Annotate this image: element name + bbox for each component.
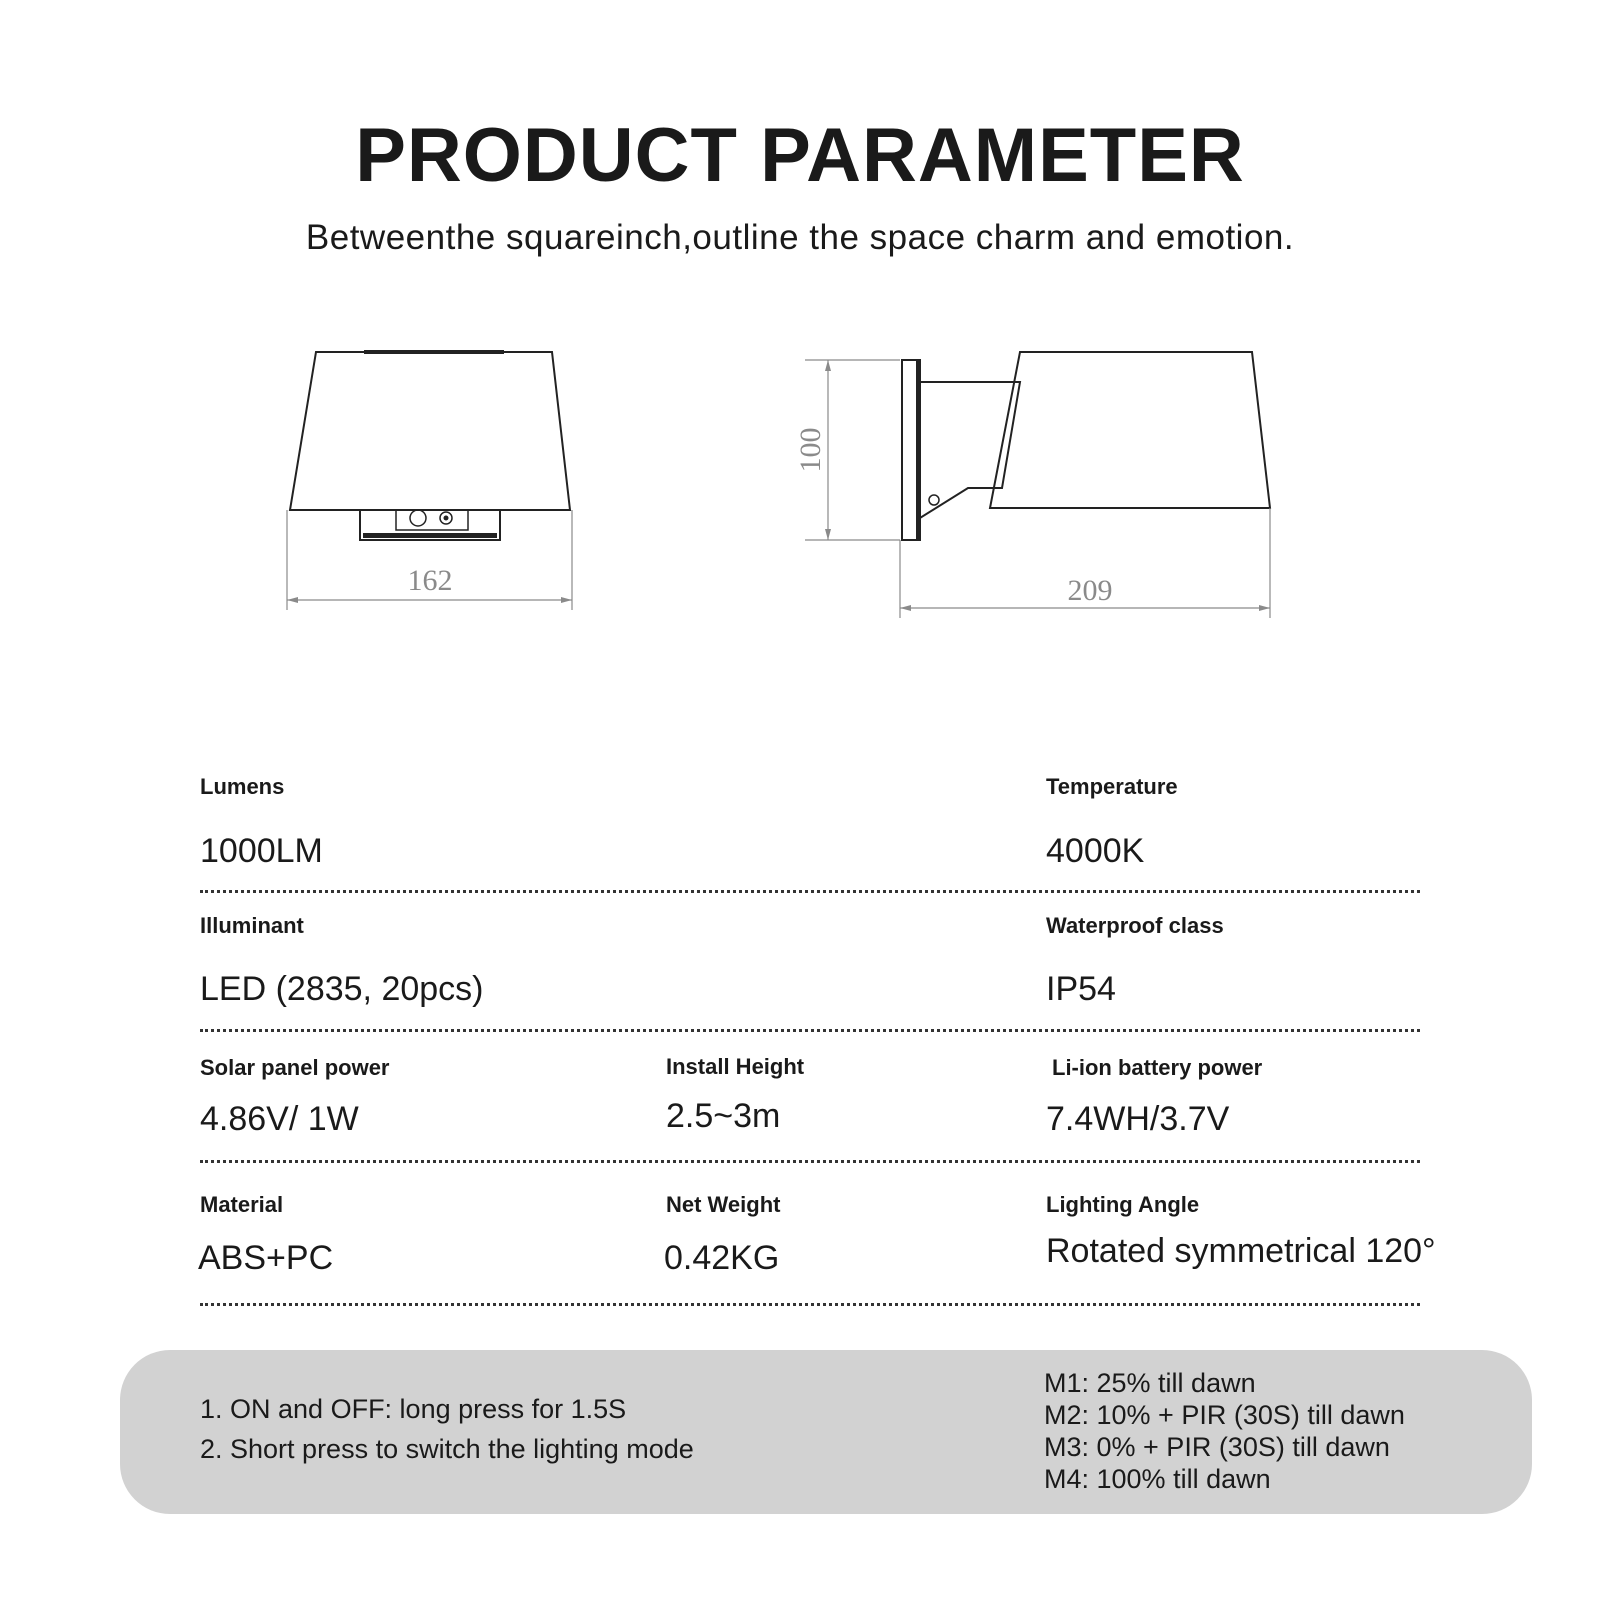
page-subtitle: Betweenthe squareinch,outline the space charm and emotion. — [305, 218, 1295, 257]
lighting-mode-item: M4: 100% till dawn — [1044, 1464, 1271, 1494]
material-value: ABS+PC — [198, 1239, 334, 1277]
front-view-drawing — [280, 350, 600, 630]
front-shade — [290, 352, 570, 510]
lumens-label: Lumens — [200, 774, 285, 799]
side-shade — [990, 352, 1270, 508]
solar-label: Solar panel power — [200, 1055, 390, 1080]
waterproof-label: Waterproof class — [1046, 913, 1224, 938]
lighting-angle-value: Rotated symmetrical 120° — [1046, 1232, 1436, 1270]
lighting-mode-item: M2: 10% + PIR (30S) till dawn — [1044, 1400, 1405, 1430]
temperature-label: Temperature — [1046, 774, 1178, 799]
instruction-step: 1. ON and OFF: long press for 1.5S — [200, 1394, 627, 1424]
divider-row-1 — [200, 890, 1420, 893]
instructions-panel — [120, 1350, 1532, 1514]
side-height-label: 100 — [794, 427, 827, 473]
install-height-value: 2.5~3m — [666, 1097, 781, 1135]
battery-value: 7.4WH/3.7V — [1046, 1100, 1230, 1138]
install-height-label: Install Height — [666, 1054, 805, 1079]
front-width-label: 162 — [407, 564, 453, 597]
divider-row-4 — [200, 1303, 1420, 1306]
front-button-icon — [410, 510, 426, 526]
lighting-mode-item: M1: 25% till dawn — [1044, 1368, 1256, 1398]
page-title: PRODUCT PARAMETER — [355, 113, 1245, 198]
material-label: Material — [200, 1192, 284, 1217]
instruction-step: 2. Short press to switch the lighting mode — [200, 1434, 694, 1464]
lighting-angle-label: Lighting Angle — [1046, 1192, 1200, 1217]
side-width-label: 209 — [1067, 574, 1113, 607]
temperature-value: 4000K — [1046, 832, 1145, 870]
side-view-drawing — [790, 350, 1290, 640]
illuminant-value: LED (2835, 20pcs) — [200, 970, 484, 1008]
net-weight-label: Net Weight — [666, 1192, 781, 1217]
side-arm — [920, 382, 1020, 518]
solar-value: 4.86V/ 1W — [200, 1100, 359, 1138]
divider-row-2 — [200, 1029, 1420, 1032]
net-weight-value: 0.42KG — [664, 1239, 780, 1277]
lighting-mode-item: M3: 0% + PIR (30S) till dawn — [1044, 1432, 1390, 1462]
lumens-value: 1000LM — [200, 832, 323, 870]
illuminant-label: Illuminant — [200, 913, 304, 938]
waterproof-value: IP54 — [1046, 970, 1116, 1008]
divider-row-3 — [200, 1160, 1420, 1163]
battery-label: Li-ion battery power — [1052, 1055, 1263, 1080]
